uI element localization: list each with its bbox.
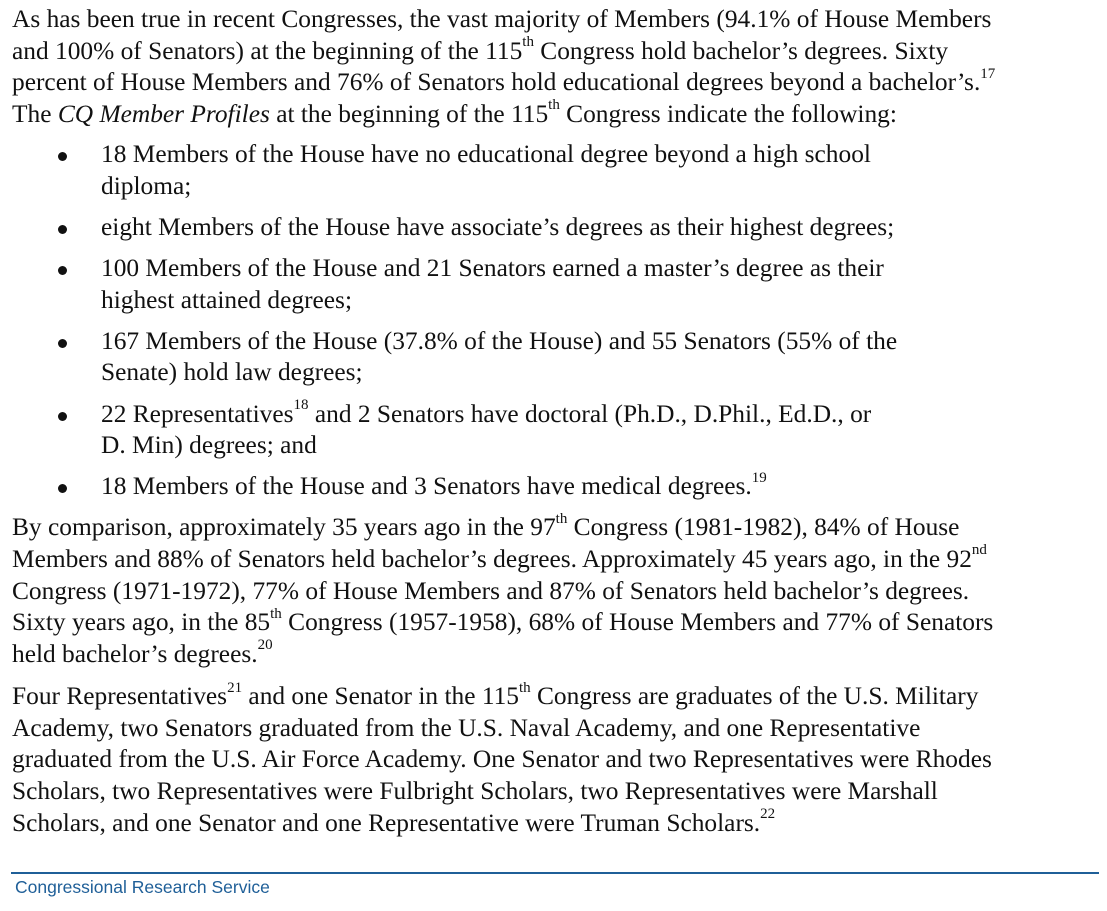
text-line: Academy, two Senators graduated from the U.S. Naval Academy, and one Representative (12, 713, 921, 742)
list-item: 22 Representatives$^{18}$ and 2 Senators have doctoral (Ph.D., D.Phil., Ed.D., or D. Min) degrees; and (12, 399, 1102, 462)
text-line: Scholars, two Representatives were Fulbright Scholars, two Representatives were Marshall (12, 777, 938, 806)
text-line: Sixty years ago, in the 85th Congress (1957-1958), 68% of House Members and 77% of Senators (12, 605, 994, 637)
footnote-ref-21[interactable]: 21 (227, 679, 243, 696)
text-line: As has been true in recent Congresses, the vast majority of Members (94.1% of House Members (12, 5, 992, 33)
text-line: Scholars, and one Senator and one Representative were Truman Scholars.$^{22}$ (12, 806, 776, 837)
ordinal-superscript: th (518, 679, 531, 696)
paragraph-service-academies-scholars (12, 681, 1102, 839)
text-line: Members and 88% of Senators held bachelor’s degrees. Approximately 45 years ago, in the 92nd (12, 542, 987, 573)
text-line: percent of House Members and 76% of Senators hold educational degrees beyond a bachelor’s.$^{17}$ (12, 65, 996, 97)
text-line: By comparison, approximately 35 years ago in the 97th Congress (1981-1982), 84% of House (12, 510, 960, 542)
bullet-icon (58, 225, 67, 234)
footer-divider (11, 872, 1099, 874)
text-line: held bachelor’s degrees.$^{20}$ (12, 637, 273, 668)
ordinal-superscript: th (522, 34, 534, 51)
list-item: eight Members of the House have associate’s degrees as their highest degrees; (12, 212, 1102, 244)
footer-organization: Congressional Research Service (15, 877, 270, 897)
document-page (12, 4, 1102, 839)
list-item: 167 Members of the House (37.8% of the House) and 55 Senators (55% of the Senate) hold law degrees; (12, 326, 1102, 389)
ordinal-superscript: th (548, 97, 560, 114)
footnote-ref-18[interactable]: 18 (293, 397, 309, 414)
bullet-icon (58, 339, 67, 348)
bullet-icon (58, 412, 67, 421)
footnote-ref-22[interactable]: 22 (760, 806, 776, 823)
list-item: 18 Members of the House and 3 Senators have medical degrees.$^{19}$ (12, 471, 1102, 503)
bullet-icon (58, 266, 67, 275)
bullet-icon (58, 484, 67, 493)
text-line: graduated from the U.S. Air Force Academy. One Senator and two Representatives were Rhodes (12, 745, 992, 774)
text-line: The CQ Member Profiles at the beginning of the 115th Congress indicate the following: (12, 97, 897, 128)
ordinal-superscript: nd (971, 542, 987, 559)
ordinal-superscript: th (270, 605, 282, 622)
bullet-icon (58, 152, 67, 161)
footnote-ref-20[interactable]: 20 (257, 637, 273, 654)
publication-title: CQ Member Profiles (57, 99, 270, 128)
list-item: 100 Members of the House and 21 Senators earned a master’s degree as their highest attained degrees; (12, 253, 1102, 316)
text-line: Four Representatives$^{21}$ and one Senator in the 115th Congress are graduates of the U.S. Military (12, 679, 979, 711)
footnote-ref-17[interactable]: 17 (980, 65, 996, 82)
paragraph-education-overview (12, 4, 1102, 130)
ordinal-superscript: th (555, 510, 568, 527)
list-item: 18 Members of the House have no educational degree beyond a high school diploma; (12, 139, 1102, 202)
degree-bullet-list (12, 139, 1102, 502)
text-line: Congress (1971-1972), 77% of House Members and 87% of Senators held bachelor’s degrees. (12, 576, 970, 605)
paragraph-historical-comparison (12, 512, 1102, 670)
text-line: and 100% of Senators) at the beginning of the 115th Congress hold bachelor’s degrees. Sixty (12, 34, 949, 65)
footnote-ref-19[interactable]: 19 (751, 469, 767, 486)
